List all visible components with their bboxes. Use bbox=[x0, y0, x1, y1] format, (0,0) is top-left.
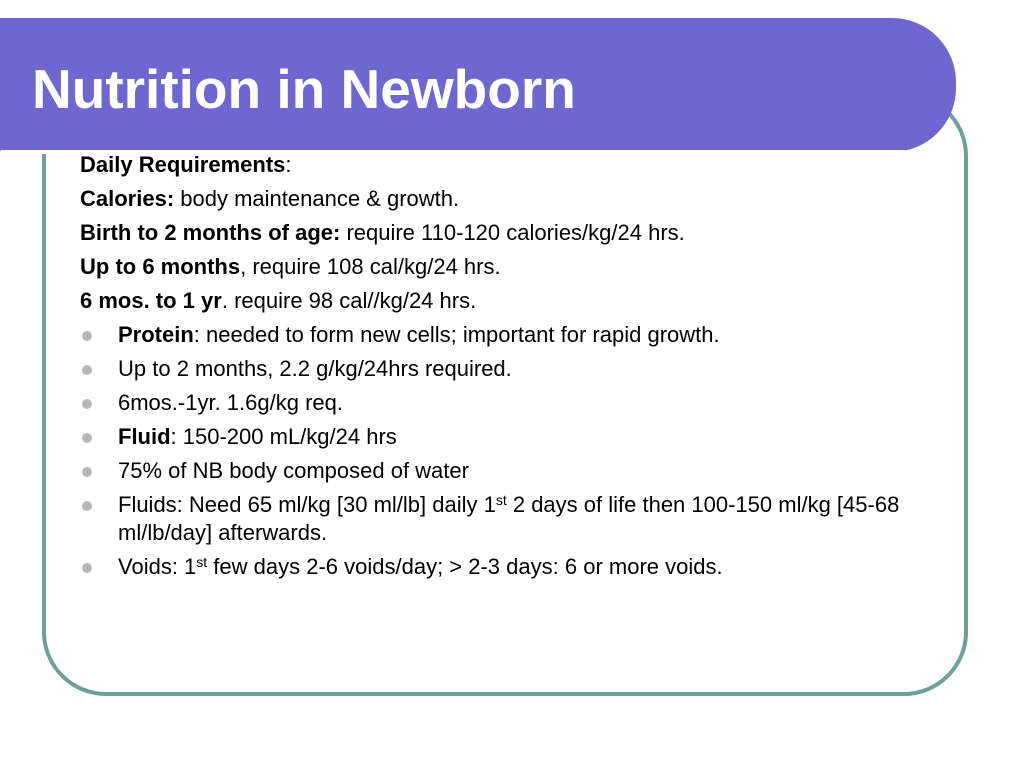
protein-bullet-item bbox=[80, 321, 930, 355]
daily-fluids-text-after: 2 days of life then 100-150 ml/kg [45-68 ml/lb/day] afterwards. bbox=[118, 492, 900, 545]
birth-to-two-months-line bbox=[80, 219, 930, 253]
fluid-bullet-item bbox=[80, 423, 930, 457]
daily-requirements-text: : bbox=[285, 152, 292, 177]
bullet-icon bbox=[82, 563, 92, 573]
calories-line bbox=[80, 185, 930, 219]
calories-text: body maintenance & growth. bbox=[174, 186, 460, 211]
up-to-six-months-text: , require 108 cal/kg/24 hrs. bbox=[240, 254, 501, 279]
voids-text-after: few days 2-6 voids/day; > 2-3 days: 6 or more voids. bbox=[207, 554, 723, 579]
daily-requirements-line bbox=[80, 151, 930, 185]
voids-text-before: Voids: 1 bbox=[118, 554, 197, 579]
daily-fluids-item bbox=[80, 491, 930, 547]
bullet-icon bbox=[82, 399, 92, 409]
birth-to-two-months-text: require 110-120 calories/kg/24 hrs. bbox=[340, 220, 685, 245]
slide-title: Nutrition in Newborn bbox=[32, 58, 576, 120]
daily-fluids-text-before: Fluids: Need 65 ml/kg [30 ml/lb] daily 1 bbox=[118, 492, 496, 517]
protein-six-months-one-year-item bbox=[80, 389, 930, 423]
protein-under-two-months-item bbox=[80, 355, 930, 389]
voids-superscript: st bbox=[196, 554, 208, 570]
slide-content bbox=[80, 151, 930, 587]
nutrition-bullet-list bbox=[80, 321, 930, 587]
fluid-text: : 150-200 mL/kg/24 hrs bbox=[170, 424, 397, 449]
up-to-six-months-line bbox=[80, 253, 930, 287]
protein-label: Protein bbox=[118, 322, 194, 347]
fluid-label: Fluid bbox=[118, 424, 171, 449]
body-water-item bbox=[80, 457, 930, 491]
birth-to-two-months-label: Birth to 2 months of age: bbox=[80, 220, 341, 245]
daily-requirements-label: Daily Requirements bbox=[80, 152, 286, 177]
six-months-to-one-year-line bbox=[80, 287, 930, 321]
daily-fluids-superscript: st bbox=[495, 492, 507, 508]
up-to-six-months-label: Up to 6 months bbox=[80, 254, 241, 279]
body-water-text: 75% of NB body composed of water bbox=[118, 458, 469, 483]
calories-label: Calories: bbox=[80, 186, 175, 211]
bullet-icon bbox=[82, 365, 92, 375]
title-bar bbox=[0, 18, 956, 152]
protein-text: : needed to form new cells; important for rapid growth. bbox=[193, 322, 720, 347]
bullet-icon bbox=[82, 501, 92, 511]
voids-item bbox=[80, 553, 930, 587]
bullet-icon bbox=[82, 467, 92, 477]
six-months-to-one-year-text: . require 98 cal//kg/24 hrs. bbox=[221, 288, 477, 313]
six-months-to-one-year-label: 6 mos. to 1 yr bbox=[80, 288, 222, 313]
protein-six-months-one-year-text: 6mos.-1yr. 1.6g/kg req. bbox=[118, 390, 343, 415]
bullet-icon bbox=[82, 433, 92, 443]
bullet-icon bbox=[82, 331, 92, 341]
protein-under-two-months-text: Up to 2 months, 2.2 g/kg/24hrs required. bbox=[118, 356, 512, 381]
